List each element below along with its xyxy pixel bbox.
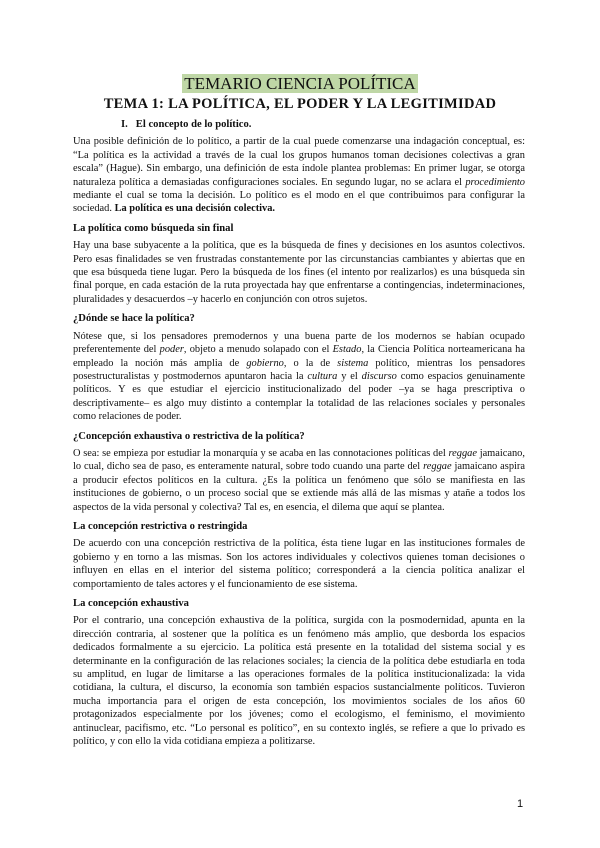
document-title-text: TEMARIO CIENCIA POLÍTICA [184, 74, 416, 93]
emphasis-text: poder [159, 344, 184, 356]
text-run: , objeto a menudo solapado con el [183, 344, 330, 356]
bold-text: La política es una decisión colectiva. [114, 203, 276, 215]
section-number: I. [121, 119, 128, 130]
section-title: El concepto de lo político. [135, 119, 252, 130]
text-run: Nótese que, si los pensadores premodernos y una buena parte de los modernos se habían ocupado preferentemente del [73, 330, 525, 356]
document-body [73, 118, 525, 752]
heading-donde: ¿Dónde se hace la política? [73, 313, 195, 325]
text-run: , o la de [283, 357, 331, 369]
text-run: como espacios genuinamente políticos. Y es que estudiar el ejercicio institucionalizado del poder –ya se haga prescriptiva o descriptivamente– es algo muy distinto a contemplar la totalidad de las relaciones sociales y personales como relaciones de poder. [73, 370, 525, 423]
emphasis-text: gobierno [246, 357, 284, 369]
emphasis-text: Estado [332, 344, 362, 356]
text-run: jamaicano, lo cual, dicho sea de paso, es enteramente natural, sobre todo cuando una parte del [73, 447, 525, 473]
heading-exhaustiva: La concepción exhaustiva [73, 598, 189, 609]
emphasis-text: sistema [337, 357, 369, 369]
emphasis-text: procedimiento [465, 176, 525, 188]
paragraph-exhaustiva: Por el contrario, una concepción exhaustiva de la política, surgida con la posmodernidad, apunta en la dirección contraria, al sostener que la política es un fenómeno más amplio, que desborda los espacios dedicados formalmente a su ejercicio. La política está presente en la totalidad del sistema social y es determinante en la configuración de las relaciones sociales; la ciencia de la política debe estudiarla en toda su amplitud, en lugar de limitarse a las operaciones formales de la política institucionalizada: la vida cotidiana, la cultura, el discurso, la economía son también espacios sustancialmente políticos. Tuvieron mucha importancia para el origen de esta concepción, los movimientos sociales de los años 60 protagonizados especialmente por los jóvenes; como el ecologismo, el feminismo, el movimiento antinuclear, pacifismo, etc. “Lo personal es político”, en su contexto inglés, se refiere a que lo privado es político, y con ello la vida cotidiana empieza a politizarse. [73, 615, 525, 748]
paragraph-donde [73, 330, 525, 424]
text-run: jamaicano aspira a producir efectos políticos en la cultura. ¿Es la política un fenómeno que sólo se manifiesta en las instituciones de gobierno, o un proceso social que se extiende más allá de las mismas y atañe a todos los aspectos de la vida personal y colectiva? Tal es, en esencia, el dilema que aquí se plantea. [73, 461, 525, 513]
heading-restrictiva: La concepción restrictiva o restringida [73, 520, 248, 532]
heading-busqueda: La política como búsqueda sin final [73, 222, 234, 234]
emphasis-text: cultura [307, 370, 338, 382]
paragraph-exhaustiva-restrictiva [73, 447, 525, 514]
paragraph-intro [73, 135, 525, 215]
text-run: , la Ciencia Política norteamericana ha empleado la noción más amplia de [73, 344, 525, 369]
heading-exhaustiva-restrictiva: ¿Concepción exhaustiva o restrictiva de la política? [73, 430, 305, 442]
text-run: mediante el cual se toma la decisión. Lo político es el modo en el que contribuimos para configurar la sociedad. [73, 190, 525, 215]
emphasis-text: reggae [423, 461, 452, 473]
paragraph-restrictiva: De acuerdo con una concepción restrictiva de la política, ésta tiene lugar en las instituciones formales de gobierno y en torno a las mismas. Son los actores individuales y colectivos quienes toman decisiones o influyen en ellas en el interior del sistema político; corresponderá a la ciencia política analizar el comportamiento de tales actores y el funcionamiento de ese sistema. [73, 538, 525, 590]
text-run: político, mientras los pensadores posestructuralistas y postmodernos apuntaron hacia la [73, 357, 525, 382]
text-run: Una posible definición de lo político, a partir de la cual puede comenzarse una indagación conceptual, es: “La política es la actividad a través de la cual los grupos humanos toman decisiones colectivas a gran escala” (Hague). Sin embargo, una definición de esta índole plantea problemas: En primer lugar, se otorga naturaleza política a demasiadas configuraciones sociales. En segundo lugar, no se aclara el [73, 136, 525, 188]
paragraph-busqueda: Hay una base subyacente a la política, que es la búsqueda de fines y decisiones en los asuntos colectivos. Pero esas finalidades se ven frustradas constantemente por las circunstancias cambiantes y abiertas que en que esa búsqueda tiene lugar. Pero la búsqueda de los fines (el intento por realizarlos) es una búsqueda sin final porque, en cada estación de la ruta proyectada hay que enfrentarse a contingencias, indeterminaciones, pluralidades y desacuerdos –y hacerlo en conjunción con otros sujetos. [73, 240, 525, 305]
document-subtitle: TEMA 1: LA POLÍTICA, EL PODER Y LA LEGITIMIDAD [103, 96, 497, 112]
text-run: y el [341, 370, 358, 382]
emphasis-text: discurso [361, 370, 397, 382]
section-heading [121, 118, 525, 131]
document-title [0, 74, 600, 94]
emphasis-text: reggae [448, 447, 477, 459]
text-run: O sea: se empieza por estudiar la monarquía y se acaba en las connotaciones políticas del [73, 447, 446, 459]
page-number: 1 [517, 798, 524, 810]
